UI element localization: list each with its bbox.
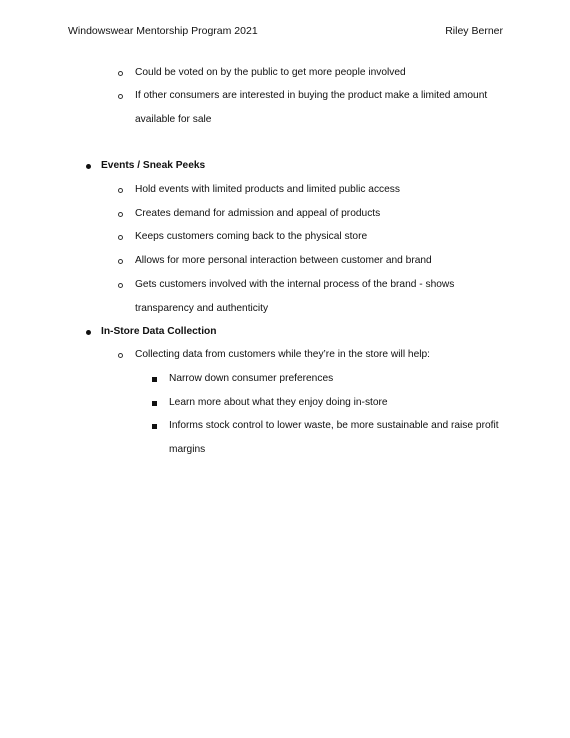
list-item-continuation: margins — [169, 444, 206, 455]
dot-bullet — [86, 164, 91, 169]
list-item: Could be voted on by the public to get more people involved — [135, 67, 406, 78]
list-item-continuation: available for sale — [135, 114, 212, 125]
header-author: Riley Berner — [445, 25, 503, 37]
circle-bullet — [118, 94, 123, 99]
dot-bullet — [86, 330, 91, 335]
list-item: Narrow down consumer preferences — [169, 373, 334, 384]
circle-bullet — [118, 353, 123, 358]
list-item: Keeps customers coming back to the physical store — [135, 231, 368, 242]
square-bullet — [152, 377, 157, 382]
circle-bullet — [118, 259, 123, 264]
circle-bullet — [118, 71, 123, 76]
list-item: Informs stock control to lower waste, be more sustainable and raise profit — [169, 420, 499, 431]
section-heading-data-collection: In-Store Data Collection — [101, 326, 217, 337]
circle-bullet — [118, 235, 123, 240]
square-bullet — [152, 424, 157, 429]
circle-bullet — [118, 188, 123, 193]
list-item: Collecting data from customers while they’re in the store will help: — [135, 349, 430, 360]
circle-bullet — [118, 283, 123, 288]
list-item-continuation: transparency and authenticity — [135, 303, 269, 314]
header-title: Windowswear Mentorship Program 2021 — [68, 25, 258, 37]
circle-bullet — [118, 212, 123, 217]
list-item: Creates demand for admission and appeal of products — [135, 208, 381, 219]
square-bullet — [152, 401, 157, 406]
list-item: Hold events with limited products and limited public access — [135, 184, 400, 195]
list-item: Gets customers involved with the internal process of the brand - shows — [135, 279, 455, 290]
section-heading-events: Events / Sneak Peeks — [101, 160, 206, 171]
list-item: Learn more about what they enjoy doing in-store — [169, 397, 388, 408]
list-item: Allows for more personal interaction between customer and brand — [135, 255, 432, 266]
list-item: If other consumers are interested in buying the product make a limited amount — [135, 90, 488, 101]
